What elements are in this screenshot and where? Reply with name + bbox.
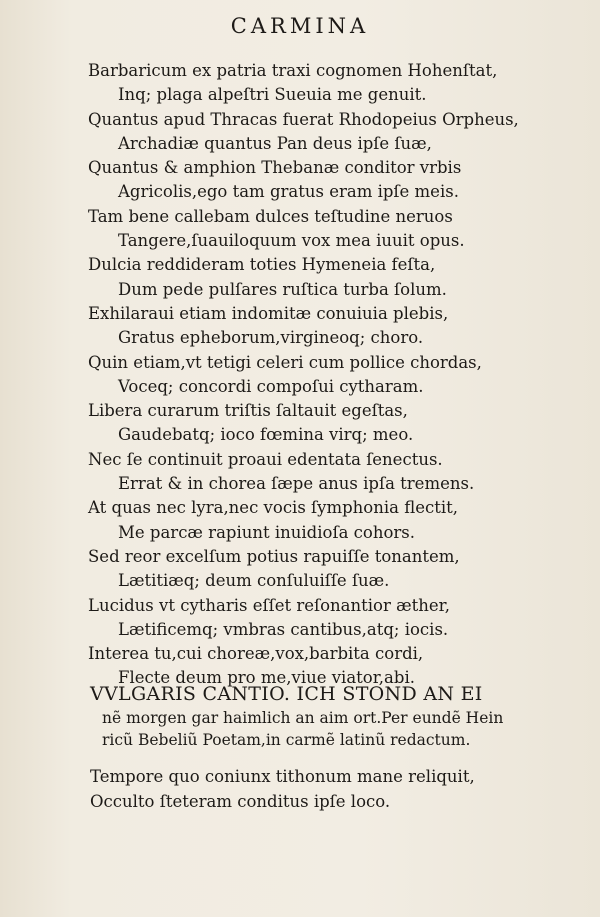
verse-line: Lætitiæq; deum conſuluiſſe ſuæ.	[118, 571, 390, 591]
verse-line: Gaudebatq; ioco fœmina virq; meo.	[118, 425, 414, 445]
verse-line: Libera curarum triſtis ſaltauit egeſtas,	[88, 401, 408, 421]
heading-line-2: nẽ morgen gar haimlich an aim ort.Per eundẽ Hein	[102, 709, 504, 727]
verse-line: Errat & in chorea ſæpe anus ipſa tremens.	[118, 474, 475, 494]
verse-line: Occulto ſteteram conditus ipſe loco.	[90, 792, 391, 811]
verse-line: Archadiæ quantus Pan deus ipſe ſuæ,	[118, 133, 432, 153]
verse-line: Nec ſe continuit proaui edentata ſenectus.	[88, 449, 443, 469]
verse-line: Interea tu,cui choreæ,vox,barbita cordi,	[88, 644, 424, 664]
verse-line: Lucidus vt cytharis eſſet reſonantior æther,	[88, 595, 450, 615]
verse-line: Quantus apud Thracas fuerat Rhodopeius Orpheus,	[88, 109, 519, 129]
section-heading	[90, 682, 580, 751]
verse-line: Tempore quo coniunx tithonum mane reliquit,	[90, 767, 475, 786]
verse-line: Quantus & amphion Thebanæ conditor vrbis	[88, 158, 462, 178]
verse-line: Tam bene callebam dulces teſtudine neruos	[88, 206, 453, 226]
second-poem-body	[90, 764, 570, 814]
verse-line: At quas nec lyra,nec vocis ſymphonia flectit,	[88, 498, 459, 518]
verse-line: Exhilaraui etiam indomitæ conuiuia plebis,	[88, 303, 449, 323]
verse-line: Dum pede pulſares ruſtica turba ſolum.	[118, 279, 447, 299]
poem-body	[88, 59, 568, 691]
verse-line: Gratus epheborum,virgineoq; choro.	[118, 328, 424, 348]
verse-line: Sed reor excelſum potius rapuiſſe tonantem,	[88, 546, 460, 566]
verse-line: Voceq; concordi compoſui cytharam.	[118, 376, 424, 396]
verse-line: Me parcæ rapiunt inuidioſa cohors.	[118, 522, 415, 542]
verse-line: Barbaricum ex patria traxi cognomen Hohenſtat,	[88, 61, 498, 80]
verse-line: Tangere,ſuauiloquum vox mea iuuit opus.	[118, 231, 465, 251]
verse-line: Lætificemq; vmbras cantibus,atq; iocis.	[118, 619, 449, 639]
verse-line: Agricolis,ego tam gratus eram ipſe meis.	[118, 182, 459, 202]
heading-line-3: ricũ Bebeliũ Poetam,in carmẽ latinũ redactum.	[102, 731, 471, 749]
verse-line: Flecte deum pro me,viue viator,abi.	[118, 668, 415, 688]
heading-title: VVLGARIS CANTIO. ICH STOND AN EI	[90, 683, 483, 705]
verse-line: Inq; plaga alpeſtri Sueuia me genuit.	[118, 85, 427, 105]
verse-line: Quin etiam,vt tetigi celeri cum pollice chordas,	[88, 352, 482, 372]
verse-line: Dulcia reddideram toties Hymeneia feſta,	[88, 255, 436, 275]
running-head: CARMINA	[230, 14, 370, 38]
